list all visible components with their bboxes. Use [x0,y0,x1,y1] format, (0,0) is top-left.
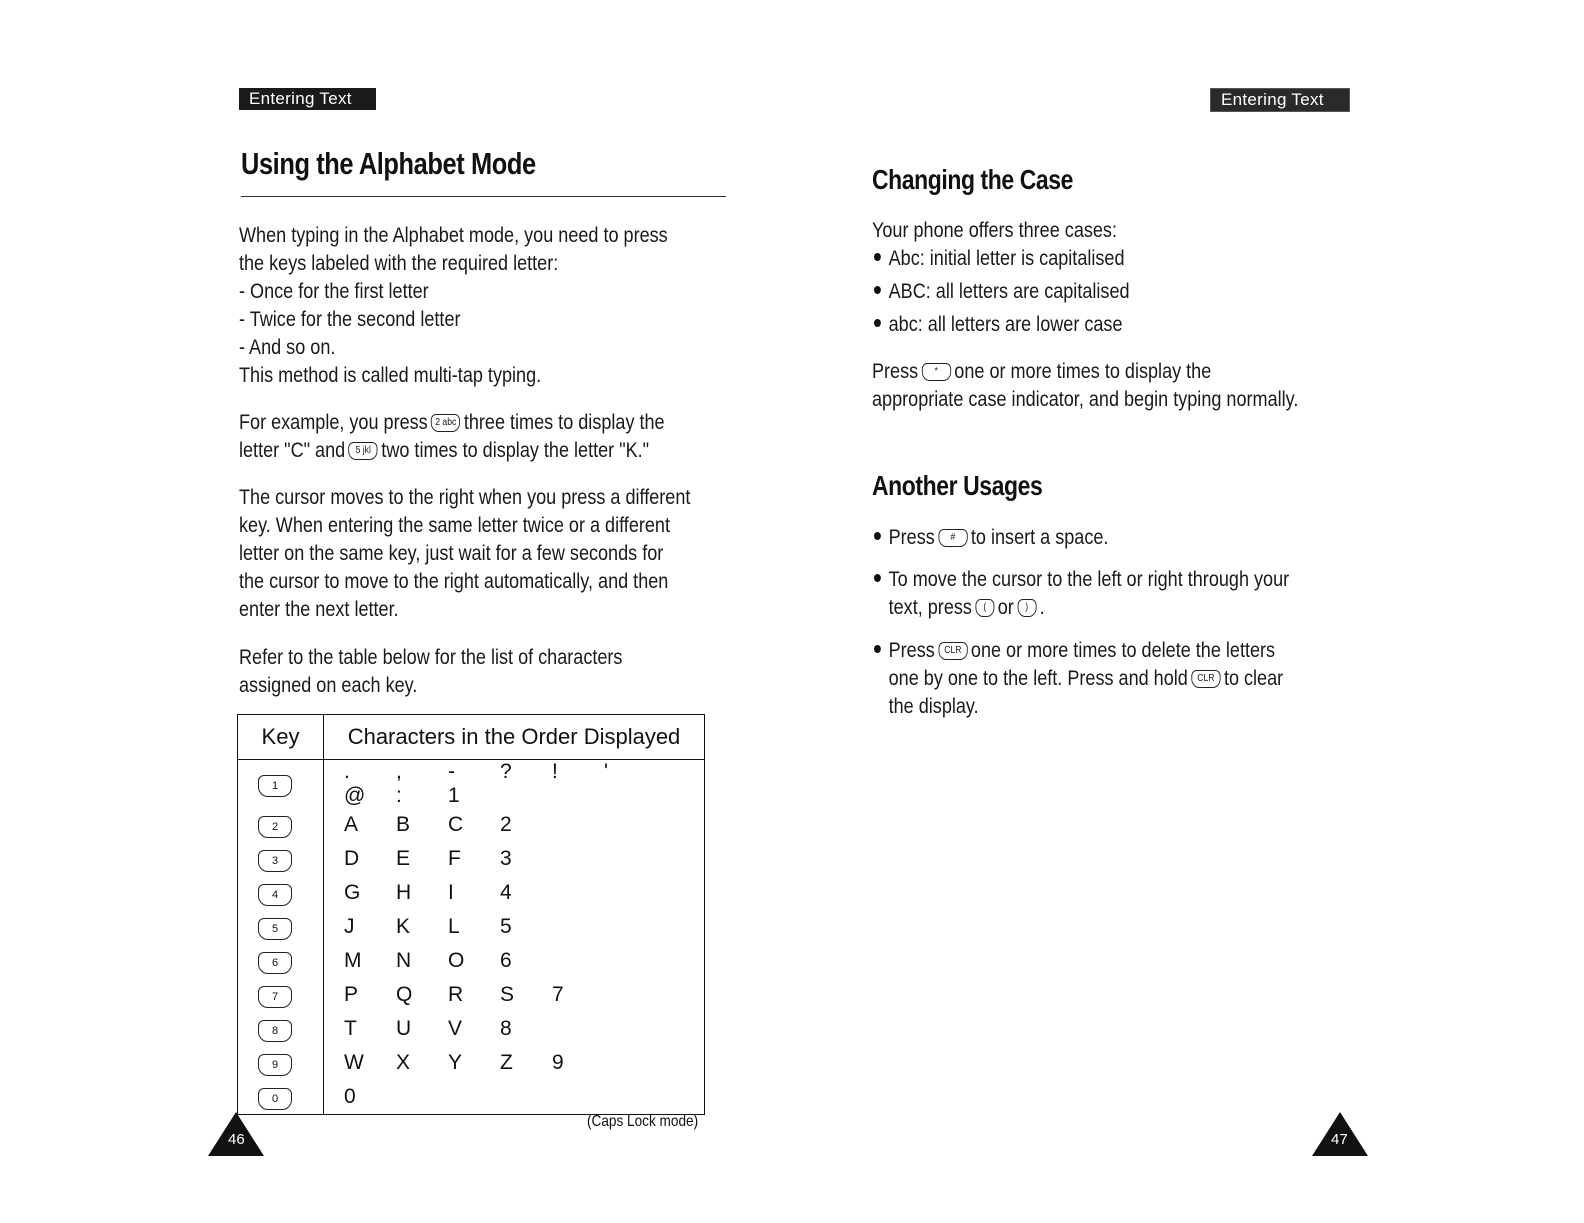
example-text: two times to display the letter "K." [381,439,650,462]
left-key-icon: ( [975,599,994,617]
chars-cell [324,1012,705,1046]
chars-cell [324,876,705,910]
case-intro: Your phone offers three cases: [872,219,1117,242]
character: O [448,949,465,972]
usage-bullet: To move the cursor to the left or right through your text, press ( or ) . [874,566,1289,622]
right-page [792,0,1584,1223]
cursor-line: The cursor moves to the right when you press a different [239,486,691,509]
section-tab: Entering Text [239,88,376,110]
character: 2 [500,813,512,836]
usages-heading: Another Usages [872,470,1043,501]
table-row [238,808,705,842]
usage-bullet: Press CLR one or more times to delete the letters one by one to the left. Press and hold CLR to clear the display. [874,637,1283,721]
title-rule [241,196,726,197]
character: ? [500,760,512,783]
table-row [238,876,705,910]
section-tab: Entering Text [1210,88,1350,112]
key-2-icon: 2 abc [431,414,460,432]
refer-line: assigned on each key. [239,674,418,697]
character: 8 [500,1017,512,1040]
case-bullet: ABC: all letters are capitalised [874,278,1130,306]
character: 4 [500,881,512,904]
cursor-paragraph [239,484,690,624]
key-cell [238,876,324,910]
keypad-key-icon: 7 [258,986,292,1008]
keypad-key-icon: 4 [258,884,292,906]
example-text: For example, you press [239,411,428,434]
character: G [344,881,361,904]
clear-key-icon: CLR [1191,670,1220,688]
character: W [344,1051,364,1074]
character: R [448,983,464,1006]
key-cell [238,910,324,944]
example-text: letter "C" and [239,439,346,462]
character: V [448,1017,463,1040]
bullet-icon [874,319,881,327]
hash-key-icon: # [938,529,967,547]
case-bullet: abc: all letters are lower case [874,311,1123,339]
character: E [396,847,411,870]
character: 9 [552,1051,564,1074]
intro-line: - And so on. [239,336,336,359]
character: U [396,1017,412,1040]
character: 5 [500,915,512,938]
character: Y [448,1051,463,1074]
character: B [396,813,411,836]
keypad-key-icon: 8 [258,1020,292,1042]
cursor-line: the cursor to move to the right automatically, and then [239,570,669,593]
character: L [448,915,460,938]
character: A [344,813,359,836]
right-key-icon: ) [1017,599,1036,617]
character: ' [604,760,609,783]
bullet-icon [874,532,881,540]
table-header-chars: Characters in the Order Displayed [324,715,705,760]
key-cell [238,1080,324,1115]
table-row [238,944,705,978]
character: . [344,760,350,783]
caps-lock-note: (Caps Lock mode) [587,1113,699,1130]
chars-cell [324,842,705,876]
usage-bullet: Press # to insert a space. [874,524,1108,552]
character: 0 [344,1085,356,1108]
star-key-icon: * [922,363,951,381]
intro-line: - Once for the first letter [239,280,429,303]
character: P [344,983,359,1006]
character: D [344,847,360,870]
key-cell [238,760,324,809]
refer-paragraph [239,644,622,700]
key-cell [238,808,324,842]
character: F [448,847,461,870]
chars-cell [324,978,705,1012]
character: T [344,1017,357,1040]
character: 6 [500,949,512,972]
character: 3 [500,847,512,870]
intro-line: the keys labeled with the required letter: [239,252,559,275]
chars-cell [324,808,705,842]
chars-cell [324,910,705,944]
bullet-icon [874,645,881,653]
character: Q [396,983,413,1006]
bullet-icon [874,574,881,582]
chars-cell [324,944,705,978]
bullet-icon [874,253,881,261]
character: M [344,949,362,972]
character-table [237,714,705,1115]
key-5-icon: 5 jkl [349,442,378,460]
case-heading: Changing the Case [872,164,1073,195]
character: @ [344,784,366,807]
cursor-line: enter the next letter. [239,598,399,621]
bullet-icon [874,286,881,294]
keypad-key-icon: 5 [258,918,292,940]
table-row [238,1012,705,1046]
case-bullet: Abc: initial letter is capitalised [874,245,1125,273]
key-cell [238,1012,324,1046]
keypad-key-icon: 1 [258,775,292,797]
example-paragraph [239,409,665,465]
character: N [396,949,412,972]
character: S [500,983,515,1006]
table-row [238,760,705,809]
chars-cell [324,1080,705,1115]
character: H [396,881,412,904]
key-cell [238,978,324,1012]
character: J [344,915,355,938]
press-paragraph: Press * one or more times to display the appropriate case indicator, and begin typing normally. [872,360,1299,411]
chars-cell [324,760,705,809]
character: , [396,760,402,783]
table-row [238,978,705,1012]
table-row [238,910,705,944]
chars-cell [324,1046,705,1080]
intro-line: - Twice for the second letter [239,308,461,331]
table-row [238,1080,705,1115]
character: - [448,760,455,783]
table-header-key: Key [238,715,324,760]
cursor-line: key. When entering the same letter twice or a different [239,514,670,537]
intro-line: This method is called multi-tap typing. [239,364,542,387]
character: X [396,1051,411,1074]
table-row [238,1046,705,1080]
key-cell [238,944,324,978]
refer-line: Refer to the table below for the list of characters [239,646,623,669]
example-text: three times to display the [463,411,665,434]
character: ! [552,760,558,783]
character: : [396,784,402,807]
keypad-key-icon: 0 [258,1088,292,1110]
keypad-key-icon: 6 [258,952,292,974]
page-number: 46 [228,1131,245,1148]
cursor-line: letter on the same key, just wait for a few seconds for [239,542,664,565]
character: C [448,813,464,836]
keypad-key-icon: 9 [258,1054,292,1076]
table-row [238,842,705,876]
key-cell [238,842,324,876]
page-title: Using the Alphabet Mode [241,146,536,181]
keypad-key-icon: 3 [258,850,292,872]
key-cell [238,1046,324,1080]
character: I [448,881,454,904]
keypad-key-icon: 2 [258,816,292,838]
clear-key-icon: CLR [938,642,967,660]
character: Z [500,1051,513,1074]
intro-paragraph [239,222,668,390]
character: 1 [448,784,460,807]
character: K [396,915,411,938]
page-number: 47 [1331,1131,1348,1148]
intro-line: When typing in the Alphabet mode, you need to press [239,224,668,247]
character: 7 [552,983,564,1006]
